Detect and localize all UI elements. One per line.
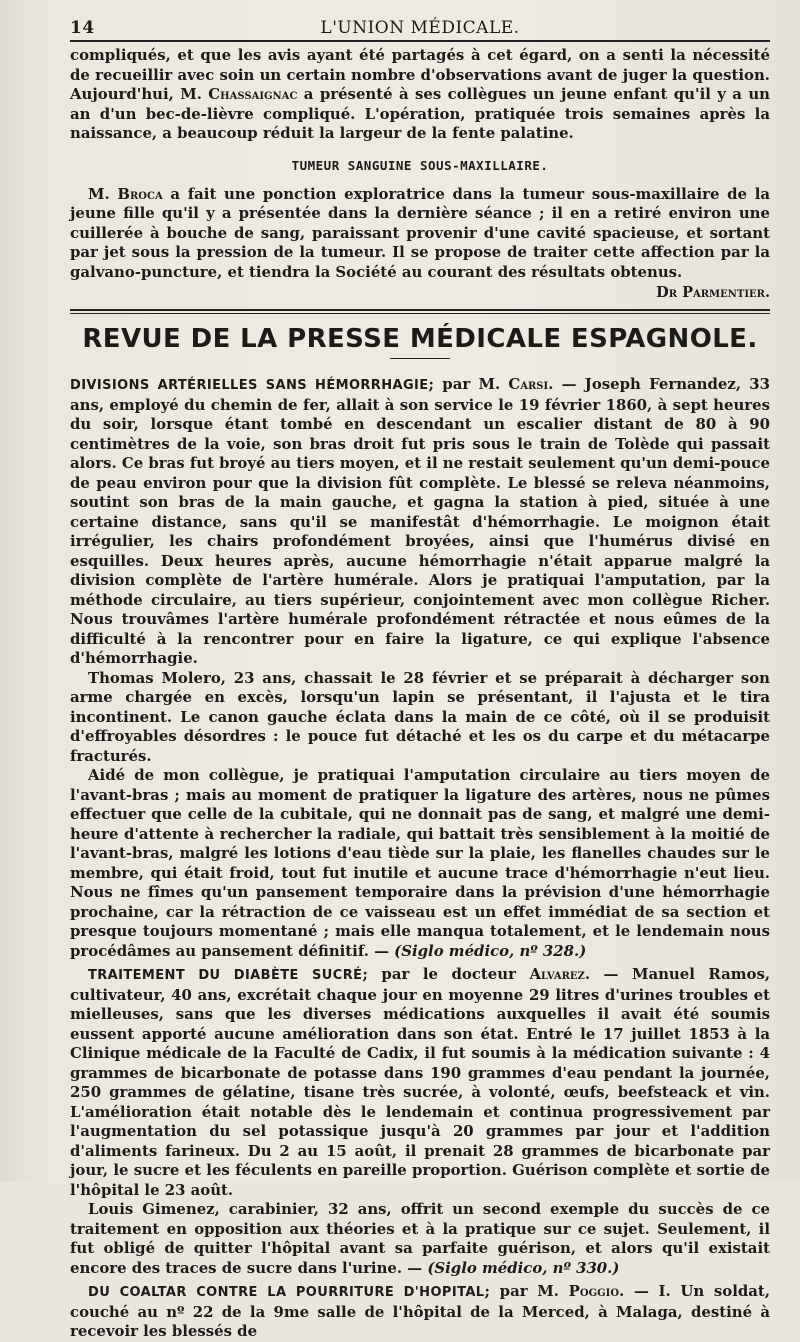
- article-2-paragraph-1: TRAITEMENT DU DIABÈTE SUCRÉ; par le docteur Alvarez. — Manuel Ramos, cultivateur, 40 ans, excrétait chaque jour en moyenne 29 litres d'urines troubles et mielleuses, sans que les diverses médications auxquelles il avait été soumis eussent apporté aucune amélioration dans son état. Entré le 17 juillet 1853 à la Clinique médicale de la Faculté de Cadix, il fut soumis à la médication suivante : 4 grammes de bicarbonate de potasse dans 190 grammes d'eau pendant la journée, 250 grammes de gélatine, tisane très sucrée, à volonté, œufs, beefsteack et vin. L'amélioration était notable dès le lendemain et continua progressivement par l'augmentation du sel potassique jusqu'à 20 grammes par jour et l'addition d'aliments farineux. Du 2 au 15 août, il prenait 28 grammes de bicarbonate par jour, le sucre et les féculents en pareille proportion. Guérison complète et sortie de l'hôpital le 23 août.: [70, 965, 771, 1199]
- page-number: 14: [70, 18, 95, 38]
- article-3-paragraph-1: DU COALTAR CONTRE LA POURRITURE D'HOPITAL; par M. Poggio. — I. Un soldat, couché au nº 22 de la 9me salle de l'hôpital de la Merced, à Malaga, destiné à recevoir les blessés de: [70, 1282, 770, 1340]
- article-1-paragraph-1: DIVISIONS ARTÉRIELLES SANS HÉMORRHAGIE; par M. Carsi. — Joseph Fernandez, 33 ans, employé du chemin de fer, allait à son service le 19 février 1860, à sept heures du soir, lorsque étant tombé en descendant un escalier distant de 80 à 90 centimètres de la voie, son bras droit fut pris sous le train de Tolède qui passait alors. Ce bras fut broyé au tiers moyen, et il ne restait seulement qu'un demi-pouce de peau environ pour que la division fût complète. Le blessé se releva néanmoins, soutint son bras de la main gauche, et gagna la station à pied, située à une certaine distance, sans qu'il se manifestât d'hémorrhagie. Le moignon était irrégulier, les chairs profondément broyées, ainsi que l'humérus divisé en esquilles. Deux heures après, aucune hémorrhagie n'était apparue malgré la division complète de l'artère humérale. Alors je pratiquai l'amputation, par la méthode circulaire, au tiers supérieur, conjointement avec mon collègue Richer. Nous trouvâmes l'artère humérale profondément rétractée et nous eûmes de la difficulté à la rencontrer pour en faire la ligature, ce qui explique l'absence d'hémorrhagie.: [70, 375, 771, 667]
- article-2-paragraph-2: Louis Gimenez, carabinier, 32 ans, offrit un second exemple du succès de ce traitement en opposition aux théories et à la pratique sur ce sujet. Seulement, il fut obligé de quitter l'hôpital avant sa parfaite guérison, et alors qu'il existait encore des traces de sucre dans l'urine. — (Siglo médico, nº 330.): [70, 1200, 770, 1277]
- article-3-author: Poggio: [568, 1282, 620, 1300]
- article-3-heading: DU COALTAR CONTRE LA POURRITURE D'HOPITAL: [88, 1285, 485, 1300]
- article-1-citation: (Siglo médico, nº 328.): [394, 941, 587, 960]
- article-2-heading: TRAITEMENT DU DIABÈTE SUCRÉ: [88, 968, 363, 983]
- person-name: Chassaignac: [208, 85, 298, 103]
- running-head: [70, 12, 770, 42]
- article-2-author: Alvarez: [529, 965, 585, 983]
- article-1-heading: DIVISIONS ARTÉRIELLES SANS HÉMORRHAGIE: [70, 378, 429, 393]
- intro-paragraph: compliqués, et que les avis ayant été partagés à cet égard, on a senti la nécessité de recueillir avec soin un certain nombre d'observations avant de juger la question. Aujourd'hui, M. Chassaignac a présenté à ses collègues un jeune enfant qu'il y a un an d'un bec-de-lièvre compliqué. L'opération, pratiquée trois semaines après la naissance, a beaucoup réduit la largeur de la fente palatine.: [70, 46, 770, 142]
- journal-title: L'UNION MÉDICALE.: [320, 18, 520, 38]
- author-signature: Dr Parmentier.: [656, 284, 770, 301]
- article-1-paragraph-3: Aidé de mon collègue, je pratiquai l'amputation circulaire au tiers moyen de l'avant-bras ; mais au moment de pratiquer la ligature des artères, nous ne pûmes effectuer que celle de la cubitale, qui ne donnait pas de sang, et malgré une demi-heure d'attente à rechercher la radiale, qui battait très sensiblement à la moitié de l'avant-bras, malgré les lotions d'eau tiède sur la plaie, les flanelles chaudes sur le membre, qui était froid, tout fut inutile et aucune trace d'hémorrhagie n'eut lieu. Nous ne fîmes qu'un pansement temporaire dans la prévision d'une hémorrhagie prochaine, car la rétraction de ce vaisseau est un effet immédiat de sa section et presque toujours momentané ; mais elle manqua totalement, et le lendemain nous procédâmes au pansement définitif. — (Siglo médico, nº 328.): [70, 766, 770, 960]
- person-name: Broca: [117, 184, 163, 203]
- section-divider: [70, 309, 770, 314]
- article-2-citation: (Siglo médico, nº 330.): [427, 1258, 620, 1277]
- article-1-author: Carsi: [508, 375, 549, 393]
- article-1-paragraph-2: Thomas Molero, 23 ans, chassait le 28 février et se préparait à décharger son arme chargée en excès, lorsqu'un lapin se présentant, il l'ajusta et le tira incontinent. Le canon gauche éclata dans la main de ce côté, où il se produisit d'effroyables désordres : le pouce fut détaché et les os du carpe et du métacarpe fracturés.: [70, 668, 770, 765]
- tumeur-paragraph: M. Broca a fait une ponction exploratrice dans la tumeur sous-maxillaire de la jeune fille qu'il y a présentée dans la dernière séance ; il en a retiré environ une cuillerée à bouche de sang, paraissant provenir d'une cavité spacieuse, et sortant par jet sous la pression de la tumeur. Il se propose de traiter cette affection par la galvano-puncture, et tiendra la Société au courant des résultats obtenus.: [70, 184, 771, 281]
- subsection-heading: TUMEUR SANGUINE SOUS-MAXILLAIRE.: [291, 157, 549, 173]
- section-title: REVUE DE LA PRESSE MÉDICALE ESPAGNOLE.: [82, 324, 758, 354]
- title-underline: [390, 358, 450, 359]
